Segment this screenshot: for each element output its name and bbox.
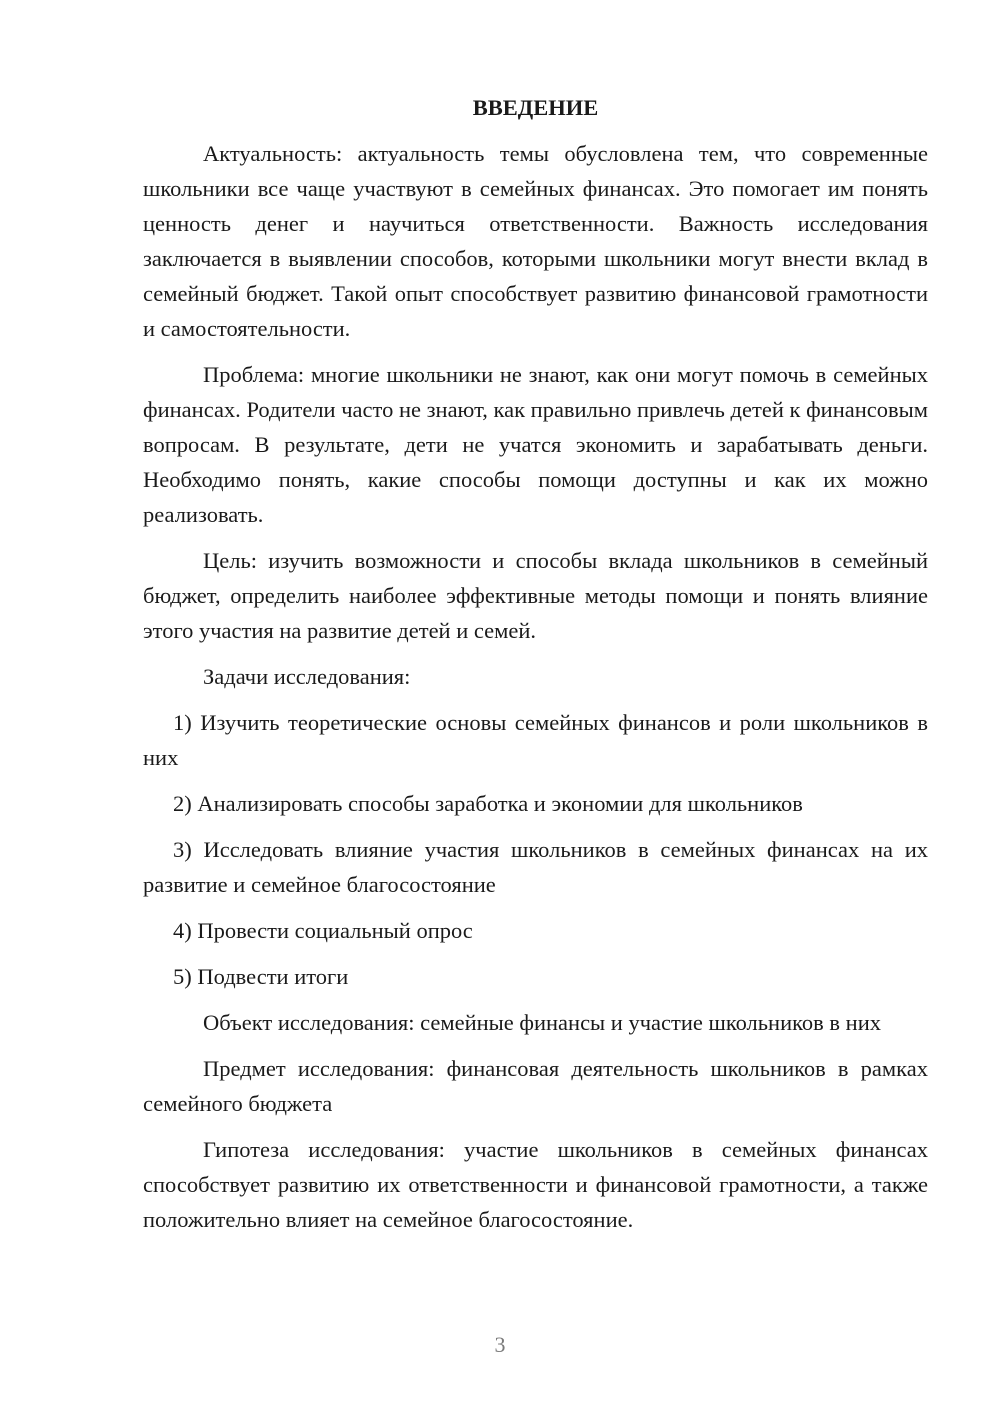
paragraph-object: Объект исследования: семейные финансы и участие школьников в них (203, 1010, 881, 1035)
paragraph-goal: Цель: изучить возможности и способы вклада школьников в семейный бюджет, определить наиболее эффективные методы помощи и понять влияние этого участия на развитие детей и семей. (143, 548, 928, 643)
paragraph-problem: Проблема: многие школьники не знают, как они могут помочь в семейных финансах. Родители часто не знают, как правильно привлечь детей к финансовым вопросам. В результате, дети не учатся экономить и зарабатывать деньги. Необходимо понять, какие способы помощи доступны и как их можно реализовать. (143, 362, 928, 527)
paragraph-hypothesis: Гипотеза исследования: участие школьников в семейных финансах способствует развитию их ответственности и финансовой грамотности, а также положительно влияет на семейное благосостояние. (143, 1137, 928, 1232)
task-item-4: 4) Провести социальный опрос (173, 918, 473, 943)
page-number: 3 (494, 1332, 506, 1357)
task-item-1: 1) Изучить теоретические основы семейных финансов и роли школьников в них (143, 710, 928, 770)
task-item-5: 5) Подвести итоги (173, 964, 349, 989)
tasks-heading: Задачи исследования: (203, 664, 411, 689)
paragraph-relevance: Актуальность: актуальность темы обусловлена тем, что современные школьники все чаще участвуют в семейных финансах. Это помогает им понять ценность денег и научиться ответственности. Важность исследования заключается в выявлении способов, которыми школьники могут внести вклад в семейный бюджет. Такой опыт способствует развитию финансовой грамотности и самостоятельности. (143, 141, 928, 341)
paragraph-subject: Предмет исследования: финансовая деятельность школьников в рамках семейного бюджета (143, 1056, 928, 1116)
task-item-2: 2) Анализировать способы заработка и экономии для школьников (173, 791, 803, 816)
page-content (143, 90, 928, 1248)
task-item-3: 3) Исследовать влияние участия школьников в семейных финансах на их развитие и семейное благосостояние (143, 837, 928, 897)
page-title: ВВЕДЕНИЕ (472, 95, 599, 120)
